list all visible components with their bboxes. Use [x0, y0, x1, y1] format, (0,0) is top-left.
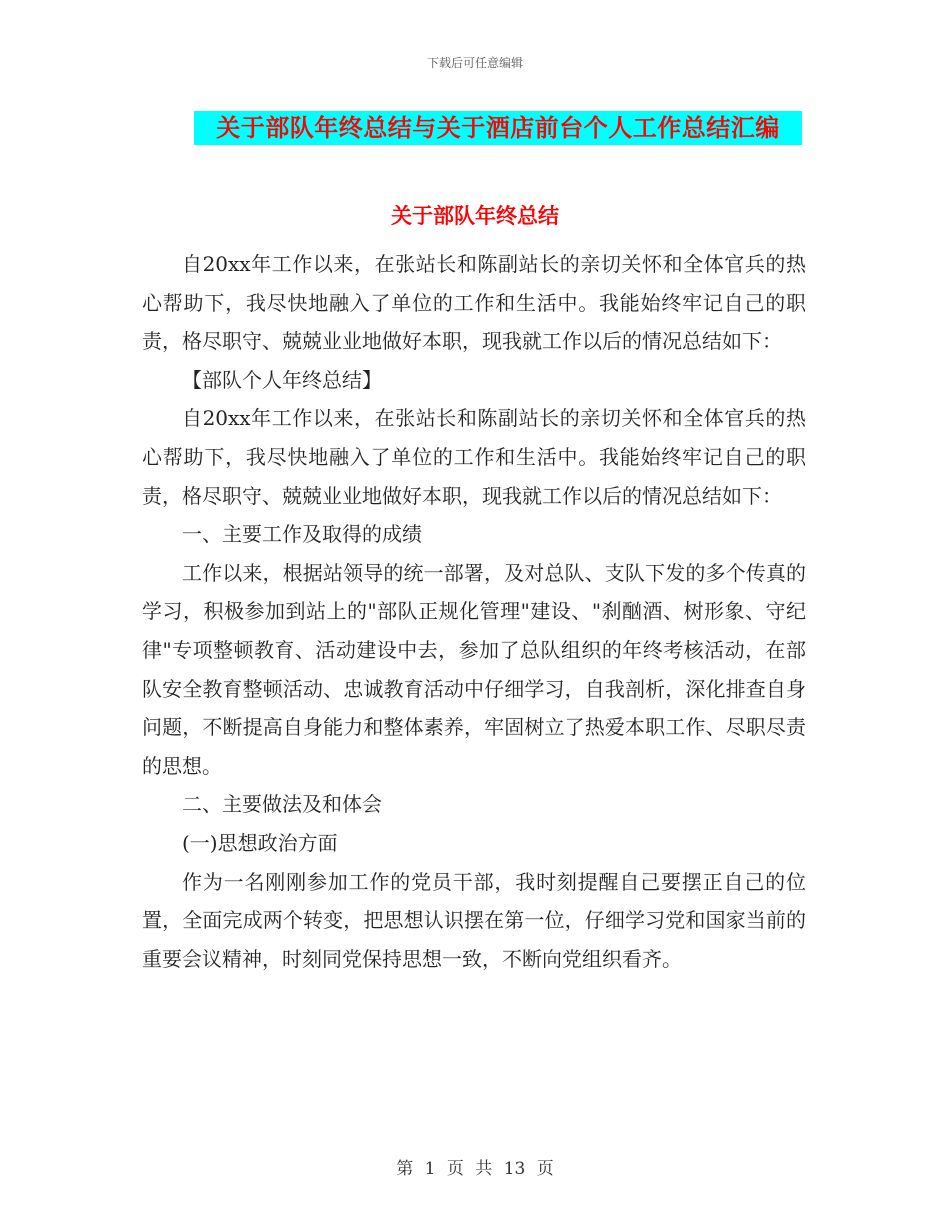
paragraph: 作为一名刚刚参加工作的党员干部，我时刻提醒自己要摆正自己的位置，全面完成两个转变，把思想认识摆在第一位，仔细学习党和国家当前的重要会议精神，时刻同党保持思想一致，不断向党组织看齐。 [142, 869, 806, 971]
paragraph-heading: 一、主要工作及取得的成绩 [182, 522, 422, 547]
page-number-footer: 第 1 页 共 13 页 [396, 1159, 554, 1179]
paragraph: 工作以来，根据站领导的统一部署，及对总队、支队下发的多个传真的学习，积极参加到站上的"部队正规化管理"建设、"刹酗酒、树形象、守纪律"专项整顿教育、活动建设中去，参加了总队组织的年终考核活动，在部队安全教育整顿活动、忠诚教育活动中仔细学习，自我剖析，深化排查自身问题，不断提高自身能力和整体素养，牢固树立了热爱本职工作、尽职尽责的思想。 [142, 560, 806, 778]
paragraph-heading: 【部队个人年终总结】 [182, 367, 382, 392]
section-title: 关于部队年终总结 [391, 204, 559, 228]
paragraph: 自20xx年工作以来，在张站长和陈副站长的亲切关怀和全体官兵的热心帮助下，我尽快地融入了单位的工作和生活中。我能始终牢记自己的职责，格尽职守、兢兢业业地做好本职，现我就工作以后的情况总结如下： [142, 406, 806, 508]
document-title: 关于部队年终总结与关于酒店前台个人工作总结汇编 [194, 111, 802, 145]
document-body [142, 245, 806, 978]
paragraph: 自20xx年工作以来，在张站长和陈副站长的亲切关怀和全体官兵的热心帮助下，我尽快地融入了单位的工作和生活中。我能始终牢记自己的职责，格尽职守、兢兢业业地做好本职，现我就工作以后的情况总结如下： [142, 252, 806, 354]
paragraph-heading: (一)思想政治方面 [182, 830, 338, 855]
page-header: 下载后可任意编辑 [426, 56, 523, 70]
paragraph-heading: 二、主要做法及和体会 [182, 792, 382, 817]
